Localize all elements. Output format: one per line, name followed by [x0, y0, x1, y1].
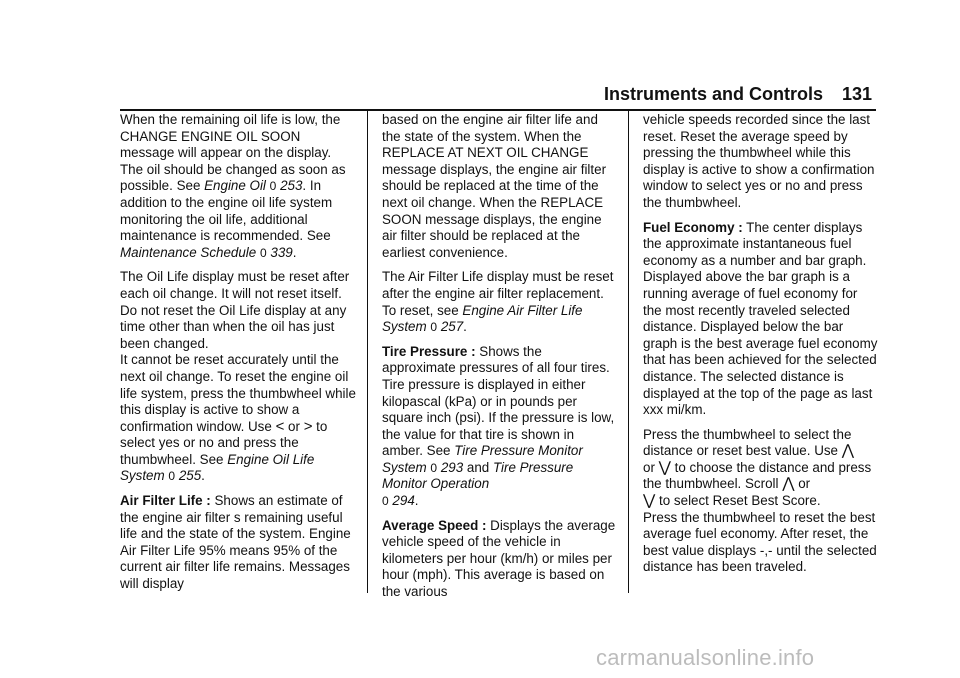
page-header [0, 84, 960, 106]
paragraph-air-filter-messages: based on the engine air filter life and the state of the system. When the REPLACE AT NEXT OIL CHANGE message displays, the engine air filter should be replaced at the time of the next oil change. When the REPLACE SOON message displays, the engine air filter should be replaced at the earliest convenience. [382, 112, 607, 260]
column-1 [120, 112, 356, 593]
paragraph-average-speed: Average Speed : Displays the average vehicle speed of the vehicle in kilometers per hour (km/h) or miles per hour (mph). This average is based on the various [382, 517, 616, 600]
arrow-down-icon: ⋁ [643, 492, 656, 510]
paragraph-oil-life-reset: The Oil Life display must be reset after each oil change. It will not reset itself. Do not reset the Oil Life display at any time other than when the oil has just been changed. It cannot be reset accurately until the next oil change. To reset the engine oil life system, press the thumbwheel while this display is active to show a confirmation window. Use < or > to select yes or no and press the thumbwheel. See Engine Oil Life System 0 255. [120, 269, 356, 484]
page-arrow-icon: 0 [430, 320, 438, 335]
paragraph-fuel-economy-reset: Press the thumbwheel to select the distance or reset best value. Use ⋀ or ⋁ to choose the distance and press the thumbwheel. Scroll ⋀ or ⋁ to select Reset Best Score. Press the thumbwheel to reset the best average fuel economy. After reset, the best value displays -,- until the selected distance has been traveled. [643, 426, 877, 575]
xref-tire-pressure-monitor-operation[interactable]: Tire Pressure Monitor Operation [382, 459, 574, 492]
paragraph-average-speed-reset: vehicle speeds recorded since the last reset. Reset the average speed by pressing the thumbwheel while this display is active to show a confirmation window to select yes or no and press the thumbwheel. [643, 112, 875, 210]
section-title: Instruments and Controls [604, 84, 824, 104]
xref-page[interactable]: 257 [440, 319, 464, 335]
term-average-speed: Average Speed : [382, 517, 487, 533]
paragraph-oil-life-low: When the remaining oil life is low, the CHANGE ENGINE OIL SOON message will appear on the display. The oil should be changed as soon as possible. See Engine Oil 0 253. In addition to the engine oil life system monitoring the oil life, additional maintenance is recommended. See Maintenance Schedule 0 339. [120, 112, 346, 260]
xref-page[interactable]: 294 [392, 493, 415, 509]
xref-maintenance-schedule[interactable]: Maintenance Schedule [120, 244, 257, 260]
column-2 [382, 112, 618, 601]
term-fuel-economy: Fuel Economy : [643, 219, 743, 235]
paragraph-air-filter-life: Air Filter Life : Shows an estimate of the engine air filter s remaining useful life and the state of the system. Engine Air Filter Life 95% means 95% of the current air filter life remains. Messages will display [120, 493, 351, 592]
column-divider [367, 111, 368, 593]
watermark: carmanualsonline.info [596, 645, 815, 670]
header-rule [120, 109, 876, 111]
arrow-left-icon: < [275, 417, 285, 435]
paragraph-tire-pressure: Tire Pressure : Shows the approximate pressures of all four tires. Tire pressure is displayed in either kilopascal (kPa) or in pounds per square inch (psi). If the pressure is low, the value for that tire is shown in amber. See Tire Pressure Monitor System 0 293 and Tire Pressure Monitor Operation 0 294. [382, 343, 615, 509]
arrow-up-icon: ⋀ [841, 442, 855, 460]
arrow-up-icon: ⋀ [782, 475, 795, 493]
xref-page[interactable]: 293 [440, 459, 464, 475]
column-3 [643, 112, 879, 576]
xref-engine-oil-life-system[interactable]: Engine Oil Life System [120, 451, 315, 484]
page-number: 131 [842, 84, 873, 104]
xref-tire-pressure-monitor-system[interactable]: Tire Pressure Monitor System [382, 443, 583, 475]
xref-page[interactable]: 255 [178, 468, 202, 484]
page-arrow-icon: 0 [430, 460, 438, 475]
arrow-right-icon: > [303, 417, 313, 435]
xref-engine-air-filter-life-system[interactable]: Engine Air Filter Life System [382, 302, 583, 335]
page-arrow-icon: 0 [168, 469, 176, 484]
page-arrow-icon: 0 [269, 179, 277, 194]
paragraph-air-filter-reset: The Air Filter Life display must be reset after the engine air filter replacement. To reset, see Engine Air Filter Life System 0 257. [382, 269, 614, 335]
xref-page[interactable]: 339 [270, 244, 293, 260]
paragraph-fuel-economy: Fuel Economy : The center displays the approximate instantaneous fuel economy as a number and bar graph. Displayed above the bar graph is a running average of fuel economy for the most recently traveled selected distance. Displayed below the bar graph is the best average fuel economy that has been achieved for the selected distance. The selected distance is displayed at the top of the page as last xxx mi/km. [643, 219, 878, 418]
xref-engine-oil[interactable]: Engine Oil [204, 178, 266, 194]
term-tire-pressure: Tire Pressure : [382, 343, 476, 359]
xref-page[interactable]: 253 [280, 178, 303, 194]
column-divider [628, 111, 629, 593]
page-arrow-icon: 0 [259, 245, 267, 260]
arrow-down-icon: ⋁ [658, 458, 671, 476]
term-air-filter-life: Air Filter Life : [120, 493, 211, 509]
page-arrow-icon: 0 [382, 494, 389, 509]
